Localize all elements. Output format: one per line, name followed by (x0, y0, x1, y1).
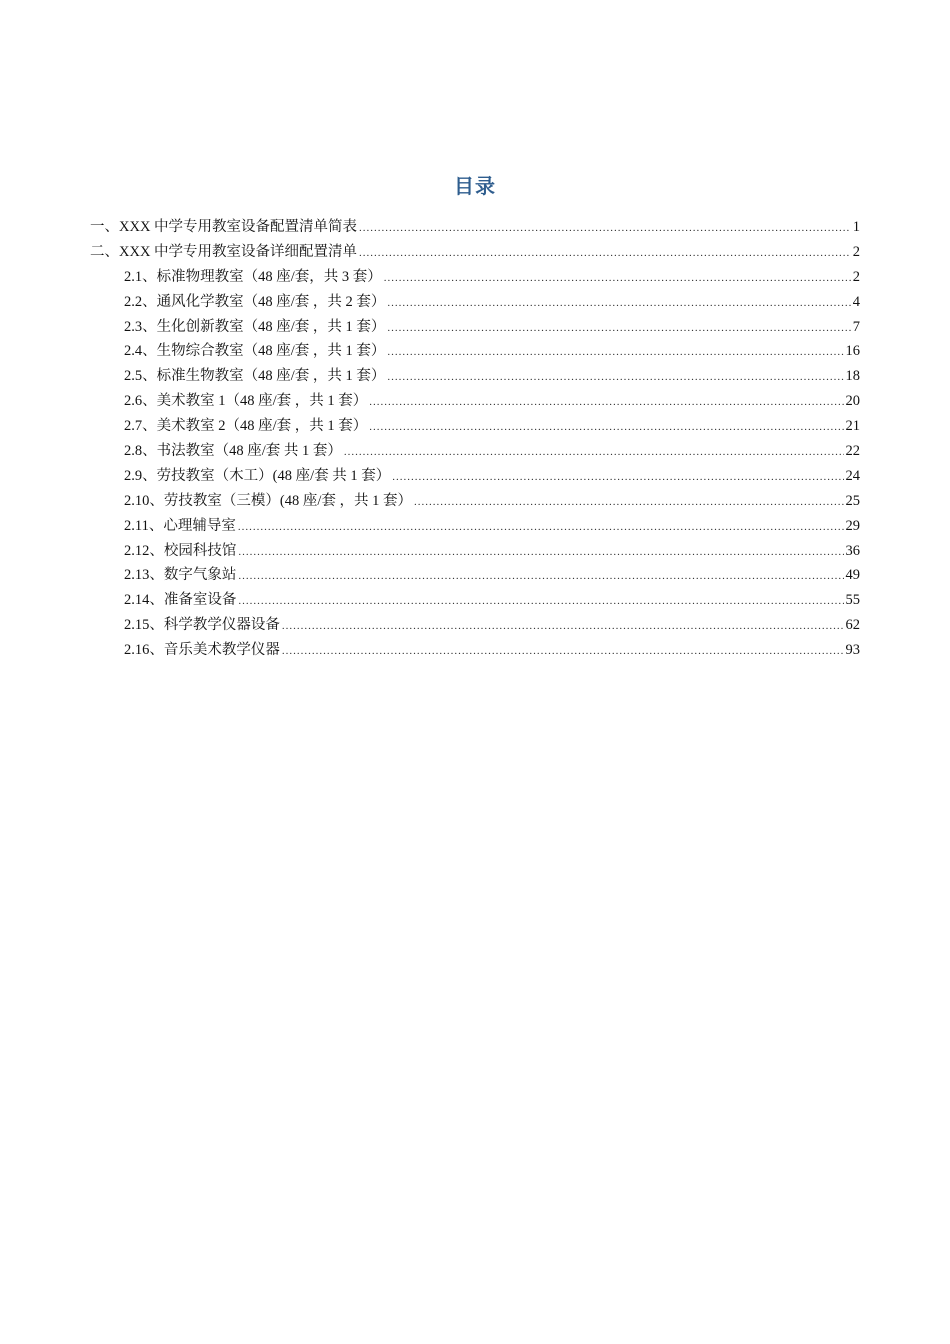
toc-entry[interactable] (90, 265, 860, 290)
toc-entry[interactable] (90, 563, 860, 588)
toc-entry-label: 二、XXX 中学专用教室设备详细配置清单 (90, 243, 358, 260)
toc-entry-page: 16 (845, 343, 860, 360)
toc-entry[interactable] (90, 613, 860, 638)
toc-entry[interactable] (90, 290, 860, 315)
toc-entry-label: 2.2、通风化学教室（48 座/套 ，共 2 套） (124, 293, 386, 310)
toc-entry-label: 2.11、心理辅导室 (124, 517, 236, 534)
toc-entry-label: 2.4、生物综合教室（48 座/套 ，共 1 套） (124, 343, 386, 360)
toc-entry-page: 62 (845, 617, 860, 634)
toc-entry[interactable] (90, 464, 860, 489)
toc-entry-label: 一、XXX 中学专用教室设备配置清单简表 (90, 219, 358, 235)
toc-leader-dots (282, 614, 844, 639)
toc-entry-page: 2 (852, 243, 860, 260)
toc-entry-label: 2.7、美术教室 2（48 座/套 ，共 1 套） (124, 418, 368, 435)
toc-entry-label: 2.9、劳技教室（木工）(48 座/套 共 1 套） (124, 467, 391, 484)
toc-leader-dots (392, 465, 843, 490)
toc-entry[interactable] (90, 439, 860, 464)
toc-leader-dots (238, 564, 843, 589)
toc-entry-label: 2.16、音乐美术教学仪器 (124, 642, 280, 659)
toc-leader-dots (359, 216, 851, 241)
toc-entry-label: 2.5、标准生物教室（48 座/套 ，共 1 套） (124, 368, 386, 385)
toc-entry-page: 1 (852, 219, 860, 235)
toc-list (90, 215, 860, 663)
toc-title: 目录 (454, 174, 496, 198)
toc-entry-page: 29 (845, 517, 860, 534)
toc-leader-dots (384, 266, 851, 291)
toc-entry-page: 93 (845, 642, 860, 659)
toc-leader-dots (387, 316, 850, 341)
toc-leader-dots (282, 639, 844, 664)
toc-leader-dots (238, 589, 843, 614)
toc-entry-label: 2.12、校园科技馆 (124, 542, 237, 559)
toc-entry-label: 2.15、科学教学仪器设备 (124, 617, 280, 634)
toc-entry-page: 7 (852, 318, 860, 335)
toc-entry[interactable] (90, 315, 860, 340)
toc-leader-dots (414, 490, 844, 515)
toc-leader-dots (238, 540, 843, 565)
toc-entry-page: 36 (845, 542, 860, 559)
toc-entry-label: 2.3、生化创新教室（48 座/套 ，共 1 套） (124, 318, 386, 335)
toc-leader-dots (369, 415, 843, 440)
toc-leader-dots (387, 365, 843, 390)
toc-entry[interactable] (90, 514, 860, 539)
toc-entry-label: 2.10、劳技教室（三模）(48 座/套 ，共 1 套） (124, 492, 412, 509)
toc-entry[interactable] (90, 489, 860, 514)
toc-entry[interactable] (90, 638, 860, 663)
toc-entry-label: 2.6、美术教室 1（48 座/套 ，共 1 套） (124, 393, 368, 410)
toc-leader-dots (344, 440, 844, 465)
toc-entry-page: 25 (845, 492, 860, 509)
toc-entry-page: 24 (845, 467, 860, 484)
toc-entry-page: 2 (852, 268, 860, 285)
toc-entry-page: 21 (845, 418, 860, 435)
toc-entry-page: 49 (845, 567, 860, 584)
toc-leader-dots (387, 340, 843, 365)
toc-entry[interactable] (90, 539, 860, 564)
toc-entry-page: 22 (845, 443, 860, 460)
toc-entry[interactable] (90, 364, 860, 389)
toc-entry-page: 4 (852, 293, 860, 310)
toc-leader-dots (238, 515, 844, 540)
toc-entry-page: 18 (845, 368, 860, 385)
toc-entry[interactable] (90, 240, 860, 265)
toc-leader-dots (387, 291, 850, 316)
toc-entry-label: 2.13、数字气象站 (124, 567, 237, 584)
toc-leader-dots (359, 241, 851, 266)
toc-entry-label: 2.1、标准物理教室（48 座/套，共 3 套） (124, 268, 382, 285)
toc-leader-dots (369, 390, 843, 415)
toc-entry-label: 2.14、准备室设备 (124, 592, 237, 609)
toc-entry-label: 2.8、书法教室（48 座/套 共 1 套） (124, 443, 342, 460)
toc-entry[interactable] (90, 339, 860, 364)
toc-entry[interactable] (90, 389, 860, 414)
toc-entry-page: 20 (845, 393, 860, 410)
toc-entry[interactable] (90, 414, 860, 439)
toc-entry[interactable] (90, 215, 860, 240)
toc-entry[interactable] (90, 588, 860, 613)
toc-entry-page: 55 (845, 592, 860, 609)
